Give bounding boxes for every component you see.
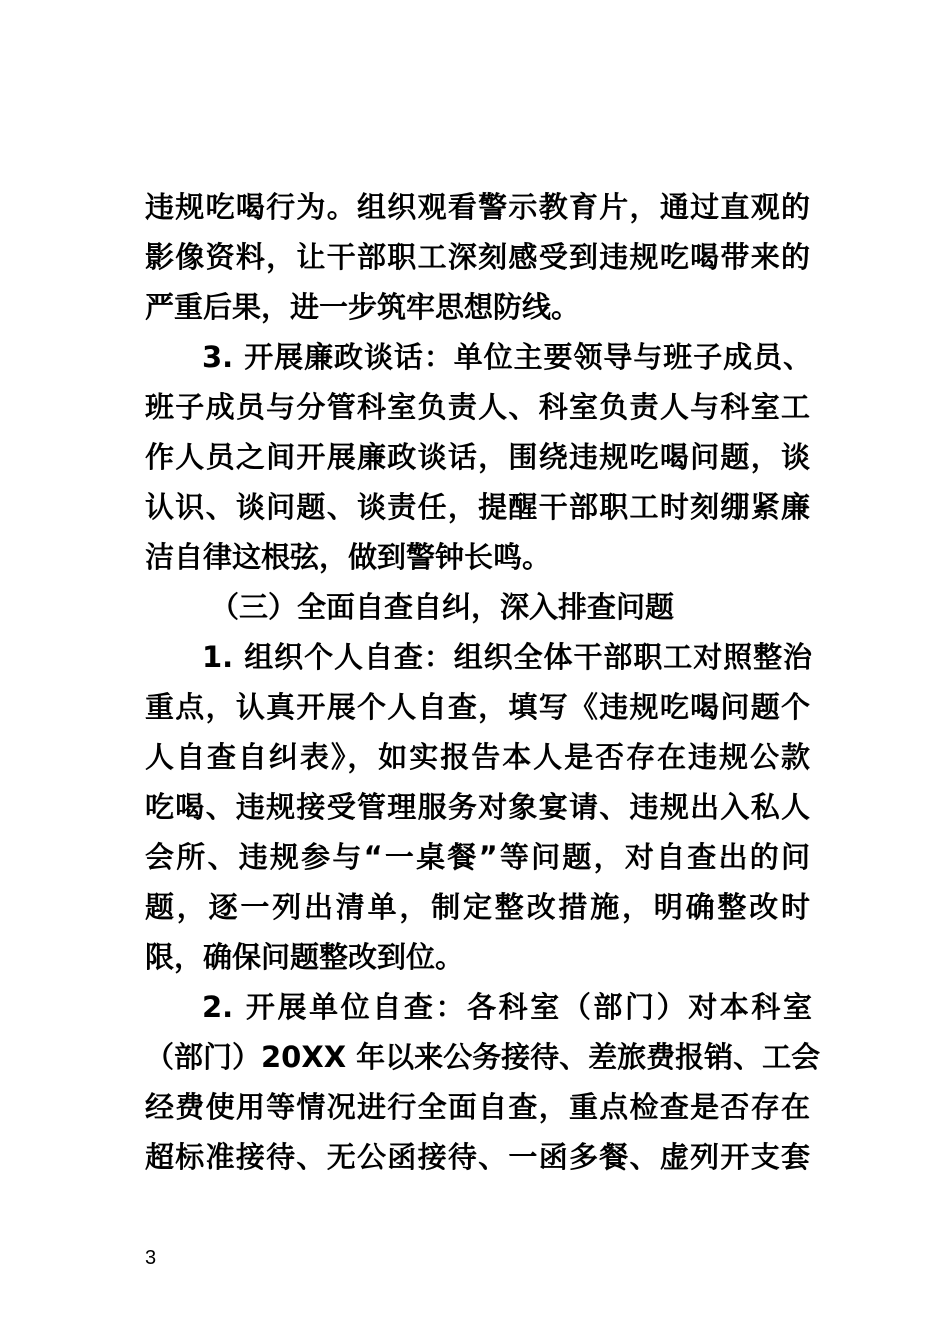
body-line-12: 人自查自纠表》，如实报告本人是否存在违规公款	[145, 740, 810, 774]
item-heading-2: 2. 开展单位自查：各科室（部门）对本科室	[202, 990, 812, 1024]
body-line-5: 班子成员与分管科室负责人、科室负责人与科室工	[145, 390, 810, 424]
section-heading: （三）全面自查自纠，深入排查问题	[210, 590, 675, 624]
body-line-3: 严重后果，进一步筑牢思想防线。	[145, 290, 581, 324]
body-line-8: 洁自律这根弦，做到警钟长鸣。	[145, 540, 552, 574]
body-line-18: （部门）20XX 年以来公务接待、差旅费报销、工会	[145, 1040, 821, 1074]
item-heading-3: 3. 开展廉政谈话：单位主要领导与班子成员、	[202, 340, 812, 374]
body-line-14: 会所、违规参与“一桌餐”等问题，对自查出的问	[145, 840, 810, 874]
body-line-19: 经费使用等情况进行全面自查，重点检查是否存在	[145, 1090, 810, 1124]
body-line-13: 吃喝、违规接受管理服务对象宴请、违规出入私人	[145, 790, 810, 824]
body-line-1: 违规吃喝行为。组织观看警示教育片，通过直观的	[145, 190, 810, 224]
body-line-7: 认识、谈问题、谈责任，提醒干部职工时刻绷紧廉	[145, 490, 810, 524]
item-heading-1: 1. 组织个人自查：组织全体干部职工对照整治	[202, 640, 812, 674]
body-line-16: 限，确保问题整改到位。	[145, 940, 465, 974]
body-line-6: 作人员之间开展廉政谈话，围绕违规吃喝问题，谈	[145, 440, 810, 474]
body-line-15: 题，逐一列出清单，制定整改措施，明确整改时	[145, 890, 810, 924]
body-line-2: 影像资料，让干部职工深刻感受到违规吃喝带来的	[145, 240, 810, 274]
body-line-11: 重点，认真开展个人自查，填写《违规吃喝问题个	[145, 690, 810, 724]
page-number: 3	[145, 1247, 157, 1269]
body-line-20: 超标准接待、无公函接待、一函多餐、虚列开支套	[145, 1140, 810, 1174]
